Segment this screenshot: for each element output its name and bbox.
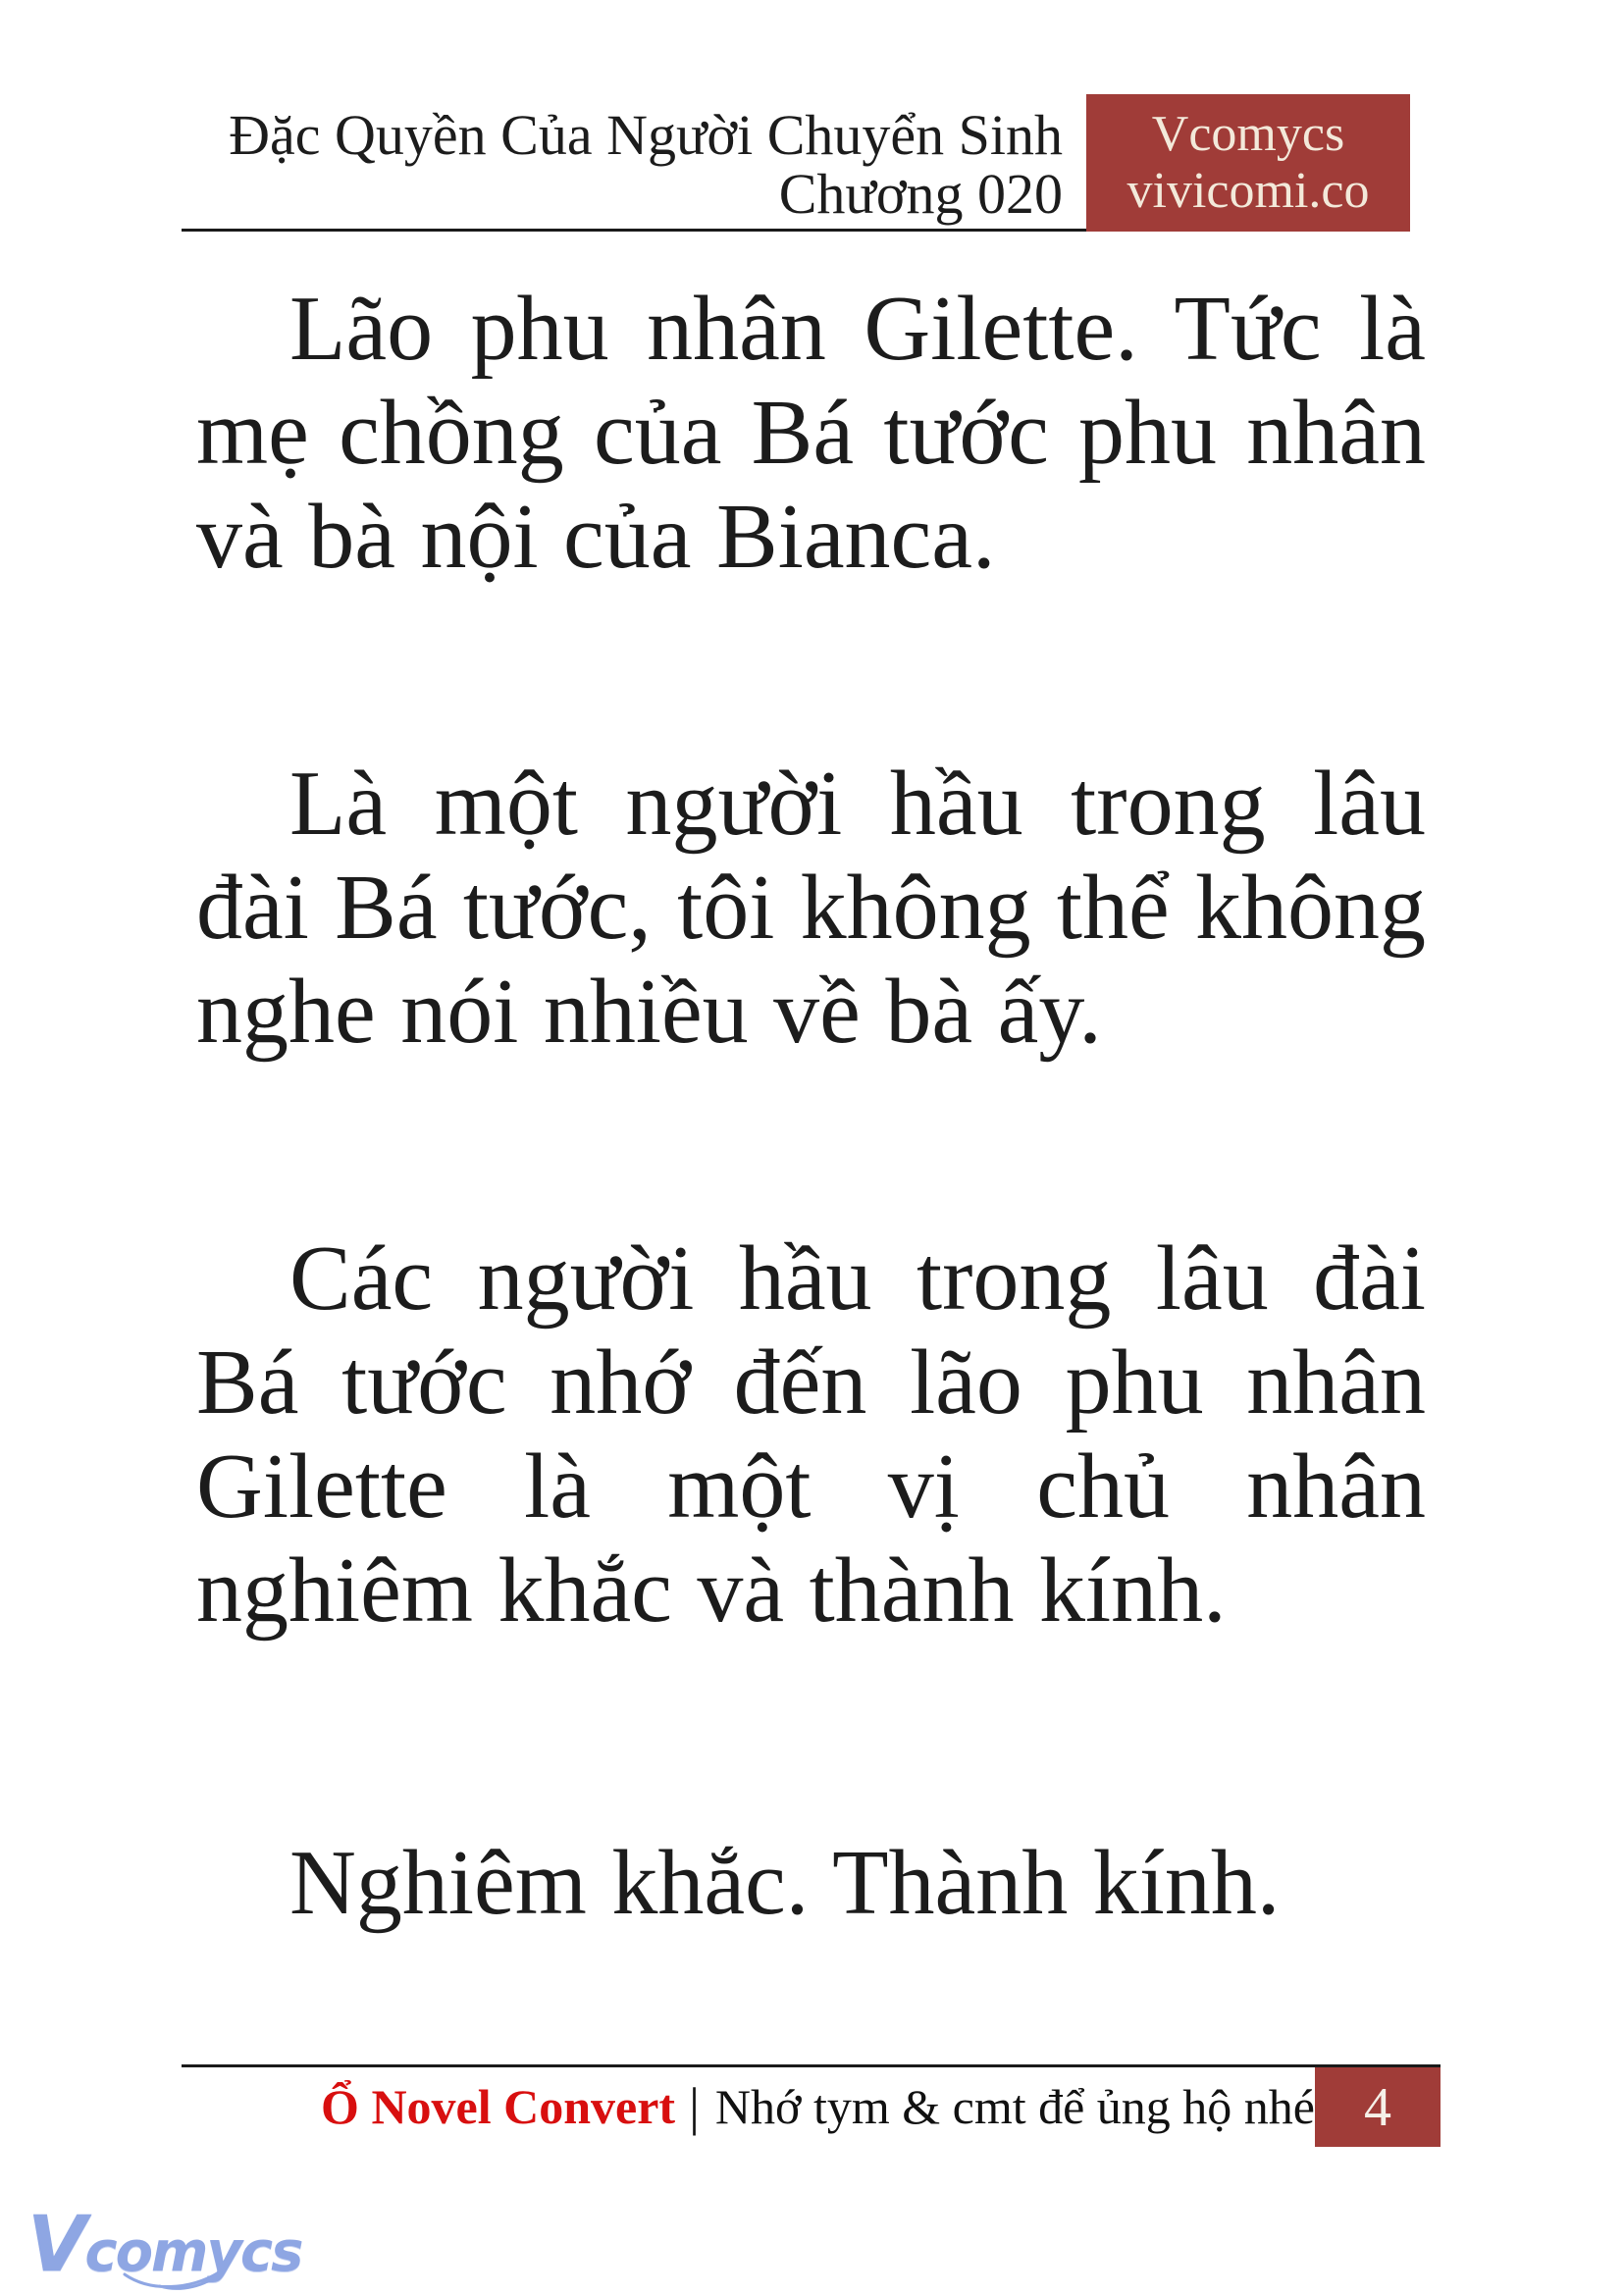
footer-separator: | xyxy=(689,2077,700,2136)
series-title: Đặc Quyền Của Người Chuyển Sinh xyxy=(229,103,1063,167)
paragraph: Các người hầu trong lâu đài Bá tước nhớ đến lão phu nhân Gilette là một vị chủ nhân nghiêm khắc và thành kính. xyxy=(196,1227,1426,1642)
logo-letter-v: V xyxy=(27,2201,85,2289)
paragraph: Nghiêm khắc. Thành kính. xyxy=(289,1832,1281,1934)
footer-message: Nhớ tym & cmt để ủng hộ nhé xyxy=(714,2079,1315,2134)
page-header xyxy=(182,94,1410,232)
footer-bar xyxy=(182,2066,1315,2147)
header-titles xyxy=(182,94,1086,232)
brand-site: vivicomi.co xyxy=(1126,163,1370,219)
page-number-box xyxy=(1315,2067,1441,2147)
brand-name: Vcomycs xyxy=(1151,106,1345,162)
page-number: 4 xyxy=(1364,2076,1391,2138)
logo-text: comycs xyxy=(84,2220,302,2284)
vcomycs-watermark-logo xyxy=(27,2201,302,2292)
footer-divider xyxy=(182,2064,1441,2067)
paragraph: Lão phu nhân Gilette. Tức là mẹ chồng của Bá tước phu nhân và bà nội của Bianca. xyxy=(196,278,1426,588)
paragraph: Là một người hầu trong lâu đài Bá tước, tôi không thể không nghe nói nhiều về bà ấy. xyxy=(196,753,1426,1063)
chapter-label: Chương 020 xyxy=(778,162,1063,226)
chapter-text xyxy=(196,277,1426,1935)
footer-brand: Ổ Novel Convert xyxy=(321,2079,676,2134)
logo-flourish-icon xyxy=(121,2267,238,2292)
brand-box xyxy=(1086,94,1410,232)
